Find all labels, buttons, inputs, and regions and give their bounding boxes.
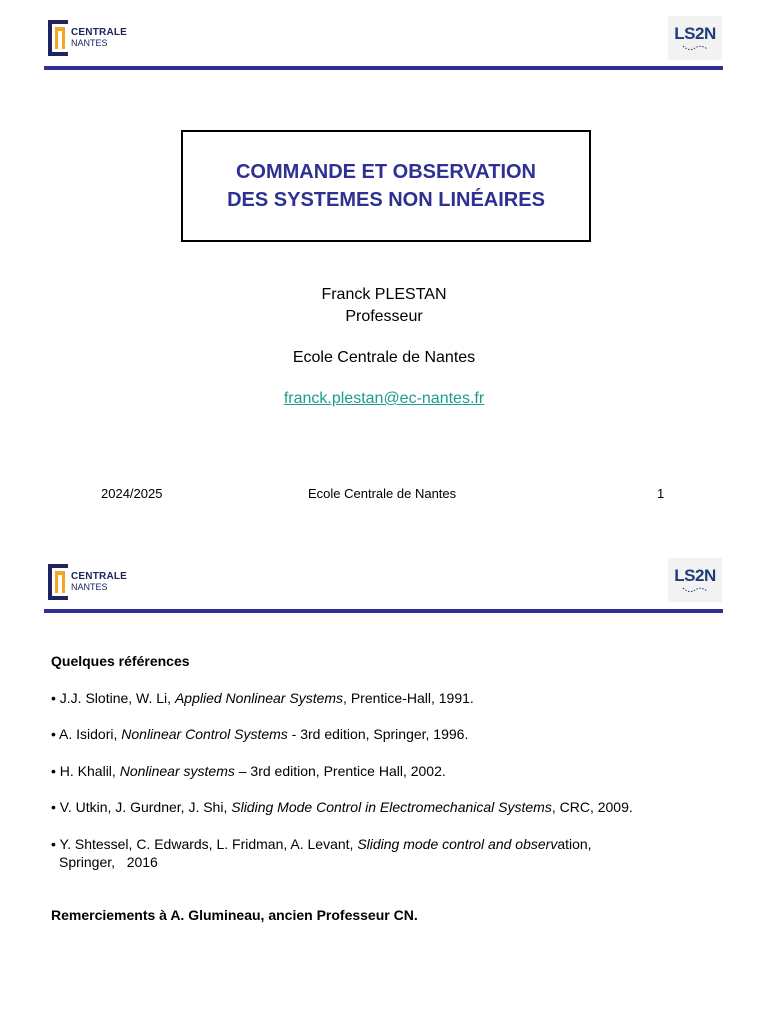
reference-item: • V. Utkin, J. Gurdner, J. Shi, Sliding Mode Control in Electromechanical Systems, CRC, 2009. [51,799,633,815]
school-name: Ecole Centrale de Nantes [292,349,476,366]
cn-logo-line2: NANTES [71,38,108,48]
cn-logo-line1: CENTRALE [71,27,128,38]
slide-2 [0,548,768,1024]
footer-school: Ecole Centrale de Nantes [308,486,457,501]
ls2n-logo-text: LS2N [674,24,716,43]
reference-item: • J.J. Slotine, W. Li, Applied Nonlinear Systems, Prentice-Hall, 1991. [51,690,474,706]
title-line-2: DES SYSTEMES NON LINÉAIRES [227,189,545,211]
header-rule [44,66,723,70]
footer-year: 2024/2025 [101,486,163,501]
author-name: Franck PLESTAN [321,286,447,303]
footer-page-number: 1 [657,486,665,501]
reference-item: • H. Khalil, Nonlinear systems – 3rd edition, Prentice Hall, 2002. [51,763,446,779]
email-link[interactable]: franck.plestan@ec-nantes.fr [283,390,485,407]
reference-item: • A. Isidori, Nonlinear Control Systems - 3rd edition, Springer, 1996. [51,726,469,742]
centrale-nantes-logo [48,564,127,600]
title-line-1: COMMANDE ET OBSERVATION [235,161,536,183]
ls2n-wave-icon [682,586,708,594]
title-box [181,130,591,242]
cn-logo-line1: CENTRALE [71,571,128,582]
header-rule [44,609,723,613]
reference-item: • Y. Shtessel, C. Edwards, L. Fridman, A. Levant, Sliding mode control and observation, Springer, 2016 [51,836,592,870]
centrale-nantes-logo [48,20,127,56]
centrale-nantes-mark-icon [48,20,68,56]
ls2n-wave-icon [682,44,708,52]
ls2n-logo-text: LS2N [674,566,716,585]
references-heading: Quelques références [51,653,190,669]
cn-logo-line2: NANTES [71,582,108,592]
acknowledgement: Remerciements à A. Glumineau, ancien Professeur CN. [51,907,418,923]
author-role: Professeur [345,308,423,325]
ls2n-logo [668,16,722,60]
ls2n-logo [668,558,722,602]
centrale-nantes-mark-icon [48,564,68,600]
